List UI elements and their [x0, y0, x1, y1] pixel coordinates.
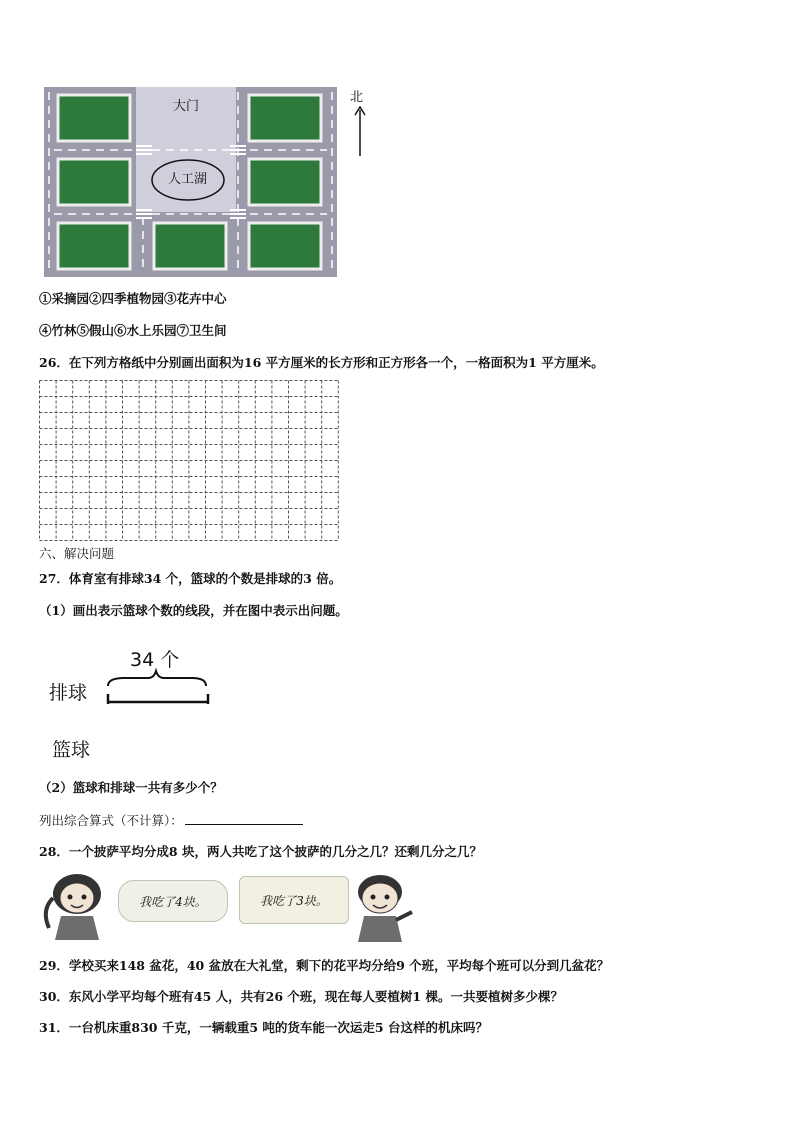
- boy-figure: [340, 870, 418, 944]
- field-6: [154, 223, 226, 269]
- park-map: [44, 87, 337, 277]
- girl-figure: [39, 870, 117, 944]
- question-27-part-2: （2）篮球和排球一共有多少个？: [39, 780, 223, 795]
- question-31: 31．一台机床重830 千克，一辆载重5 吨的货车能一次运走5 台这样的机床吗？: [39, 1020, 488, 1035]
- field-4: [249, 159, 321, 205]
- grid-paper[interactable]: [39, 380, 339, 542]
- diagram-volleyball-label: 排球: [49, 682, 88, 704]
- lake-label: 人工湖: [168, 172, 208, 187]
- field-1: [58, 95, 130, 141]
- legend-line-2: ④竹林⑤假山⑥水上乐园⑦卫生间: [39, 323, 227, 338]
- diagram-basketball-label: 篮球: [52, 739, 91, 761]
- volleyball-segment: [104, 668, 214, 708]
- field-3: [58, 159, 130, 205]
- north-label: 北: [350, 90, 364, 105]
- field-5: [58, 223, 130, 269]
- section-title: 六、解决问题: [39, 546, 115, 561]
- boy-speech-bubble: 我吃了3块。: [239, 876, 349, 924]
- formula-label: 列出综合算式（不计算）：: [39, 813, 183, 828]
- field-2: [249, 95, 321, 141]
- north-arrow-icon: [354, 106, 366, 158]
- legend-line-1: ①采摘园②四季植物园③花卉中心: [39, 291, 227, 306]
- girl-speech-bubble: 我吃了4块。: [118, 880, 228, 922]
- answer-blank[interactable]: [185, 812, 303, 825]
- question-27-part-1: （1）画出表示篮球个数的线段，并在图中表示出问题。: [39, 603, 348, 618]
- formula-line: [39, 812, 303, 829]
- question-29: 29．学校买来148 盆花，40 盆放在大礼堂，剩下的花平均分给9 个班，平均每个班可以分到几盆花？: [39, 958, 610, 973]
- gate-label: 大门: [173, 99, 200, 114]
- question-26: 26．在下列方格纸中分别画出面积为16 平方厘米的长方形和正方形各一个，一格面积为1 平方厘米。: [39, 355, 604, 370]
- field-7: [249, 223, 321, 269]
- diagram-count-label: 34 个: [130, 649, 180, 671]
- question-27: 27．体育室有排球34 个，篮球的个数是排球的3 倍。: [39, 571, 342, 586]
- question-30: 30．东风小学平均每个班有45 人，共有26 个班，现在每人要植树1 棵。一共要植树多少棵？: [39, 989, 563, 1004]
- question-28: 28．一个披萨平均分成8 块，两人共吃了这个披萨的几分之几？还剩几分之几？: [39, 844, 482, 859]
